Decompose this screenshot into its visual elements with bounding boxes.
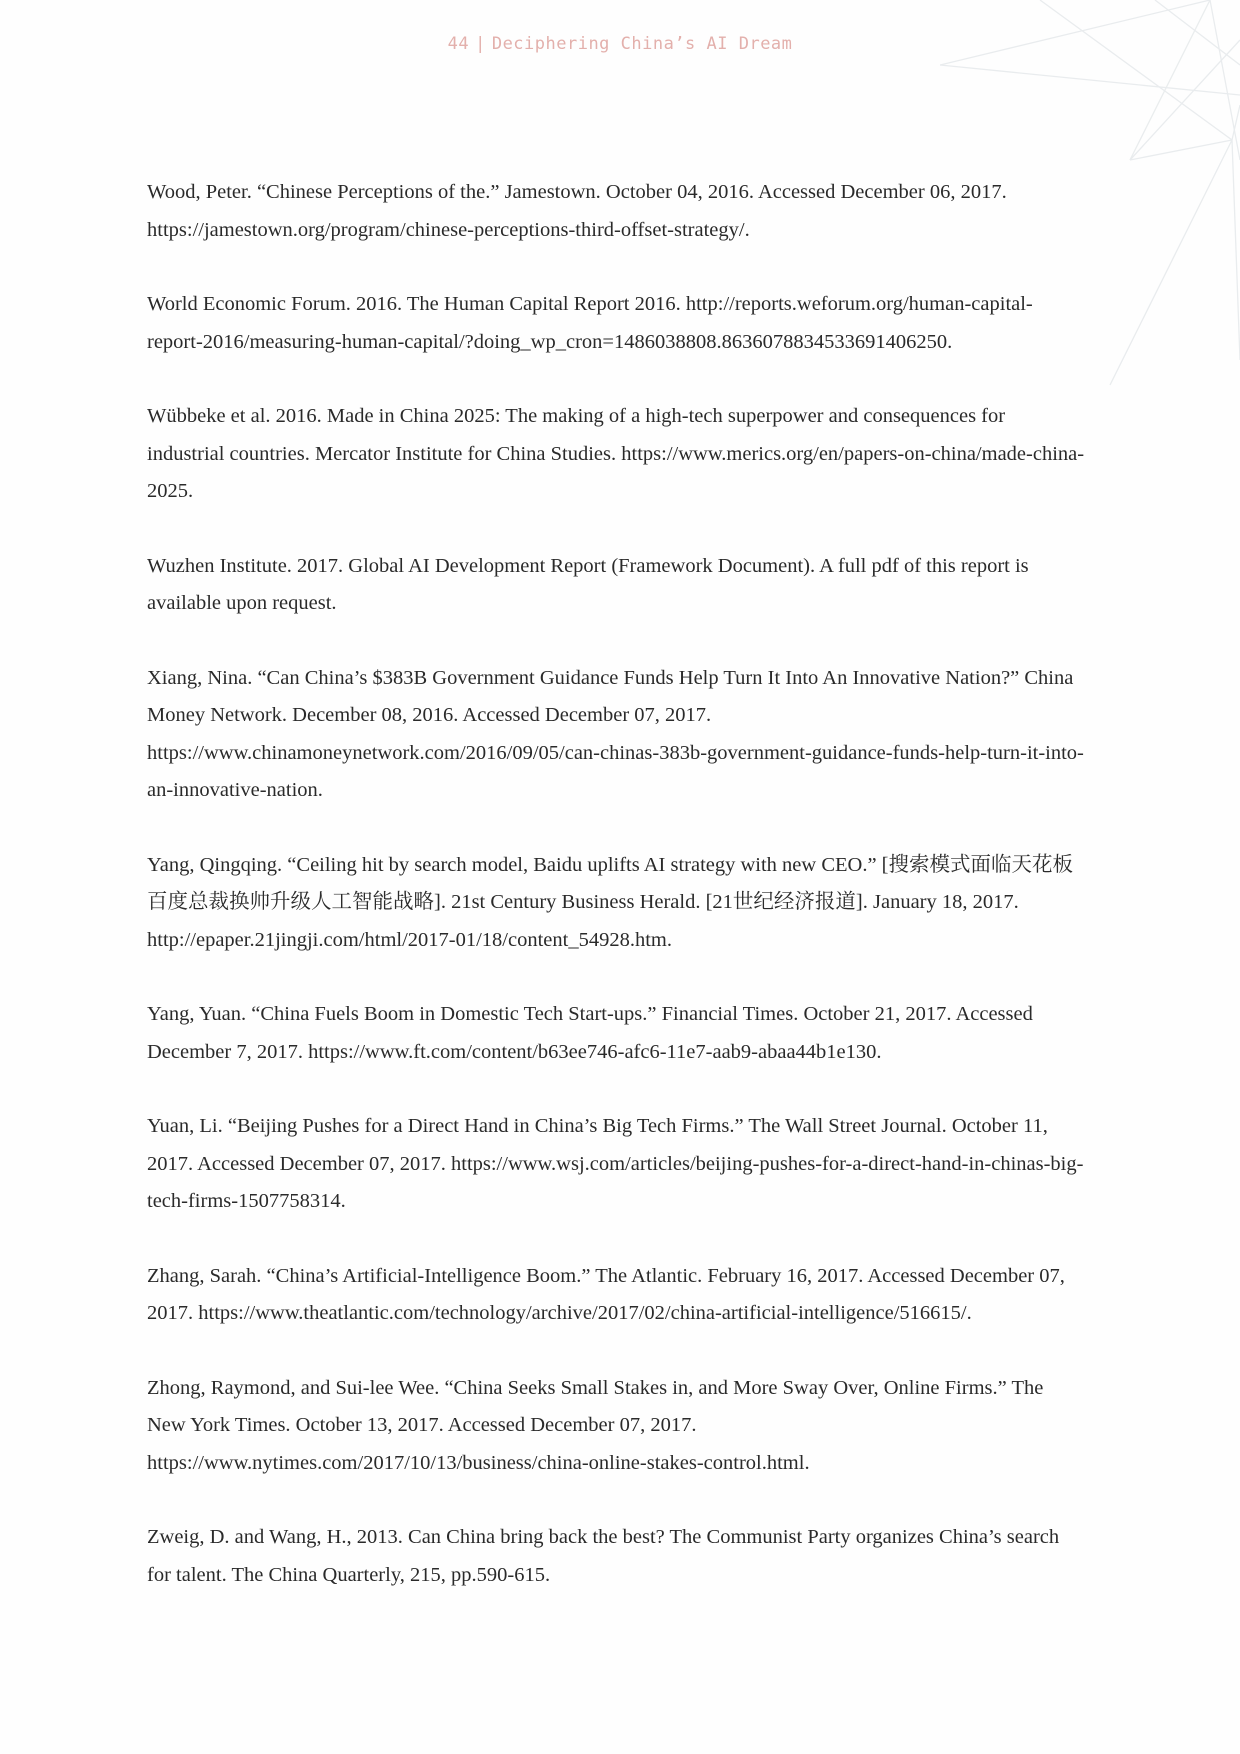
reference-entry-zhong: Zhong, Raymond, and Sui-lee Wee. “China Seeks Small Stakes in, and More Sway Over, Online Firms.” The New York Times. October 13, 2017. Accessed December 07, 2017. https://www.nytimes.com/2017/10/13/business/china-online-stakes-control.html. — [147, 1376, 1044, 1474]
reference-entry-xiang: Xiang, Nina. “Can China’s $383B Government Guidance Funds Help Turn It Into An Innovative Nation?” China Money Network. December 08, 2016. Accessed December 07, 2017. https://www.chinamoneynetwork.com/2016/09/05/can-chinas-383b-government-guidance-funds-help-turn-it-into-an-innovative-nation. — [147, 666, 1084, 801]
reference-entry-zweig: Zweig, D. and Wang, H., 2013. Can China bring back the best? The Communist Party organizes China’s search for talent. The China Quarterly, 215, pp.590-615. — [147, 1526, 1060, 1586]
page-number: 44 — [447, 34, 470, 54]
reference-entry-wuzhen: Wuzhen Institute. 2017. Global AI Development Report (Framework Document). A full pdf of this report is available upon request. — [147, 554, 1029, 614]
reference-entry-wood: Wood, Peter. “Chinese Perceptions of the.” Jamestown. October 04, 2016. Accessed December 06, 2017. https://jamestown.org/program/chinese-perceptions-third-offset-strategy/. — [147, 181, 1007, 241]
document-title: Deciphering China’s AI Dream — [491, 34, 793, 54]
reference-entry-world-economic-forum: World Economic Forum. 2016. The Human Capital Report 2016. http://reports.weforum.org/human-capital-report-2016/measuring-human-capital/?doing_wp_cron=1486038808.8636078834533691406250. — [147, 293, 1033, 353]
header-separator: | — [475, 34, 486, 54]
reference-entry-yang-qingqing: Yang, Qingqing. “Ceiling hit by search model, Baidu uplifts AI strategy with new CEO.” [搜索模式面临天花板 百度总裁换帅升级人工智能战略]. 21st Century Business Herald. [21世纪经济报道]. January 18, 2017. http://epaper.21jingji.com/html/2017-01/18/content_54928.htm. — [147, 853, 1074, 951]
reference-entry-yuan: Yuan, Li. “Beijing Pushes for a Direct Hand in China’s Big Tech Firms.” The Wall Street Journal. October 11, 2017. Accessed December 07, 2017. https://www.wsj.com/articles/beijing-pushes-for-a-direct-hand-in-chinas-big-tech-firms-1507758314. — [147, 1115, 1084, 1212]
reference-entry-yang-yuan: Yang, Yuan. “China Fuels Boom in Domestic Tech Start-ups.” Financial Times. October 21, 2017. Accessed December 7, 2017. https://www.ft.com/content/b63ee746-afc6-11e7-aab9-abaa44b1e130. — [147, 1003, 1033, 1063]
reference-list — [147, 174, 1087, 1631]
reference-entry-wubbeke: Wübbeke et al. 2016. Made in China 2025: The making of a high-tech superpower and consequences for industrial countries. Mercator Institute for China Studies. https://www.merics.org/en/papers-on-china/made-china-2025. — [147, 405, 1085, 502]
reference-entry-zhang: Zhang, Sarah. “China’s Artificial-Intelligence Boom.” The Atlantic. February 16, 2017. Accessed December 07, 2017. https://www.theatlantic.com/technology/archive/2017/02/china-artificial-intelligence/516615/. — [147, 1264, 1065, 1324]
